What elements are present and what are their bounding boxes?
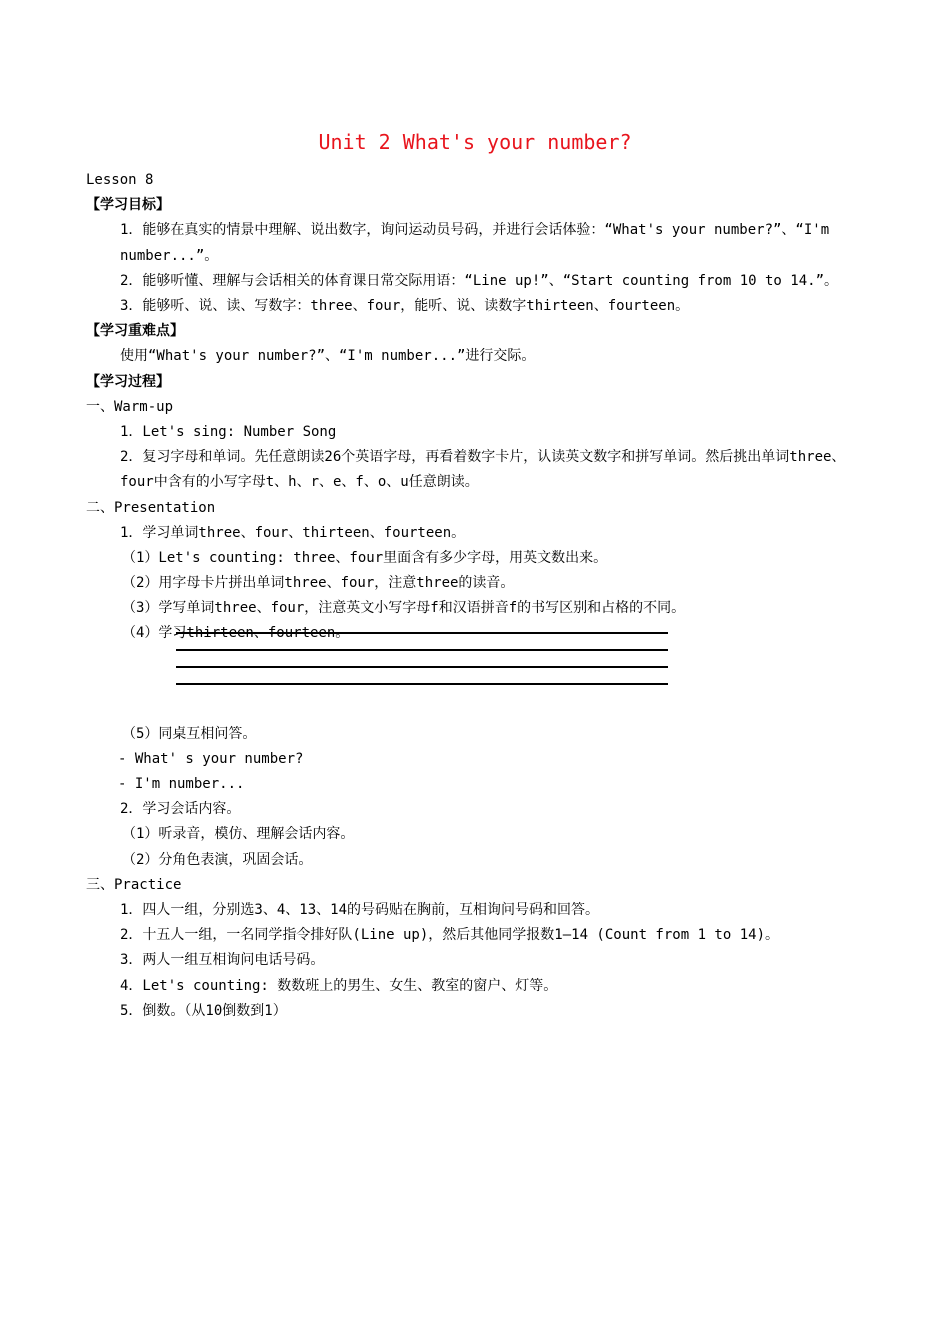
writing-line [176, 666, 668, 668]
list-item: 5．倒数。（从10倒数到1） [120, 1002, 287, 1019]
list-item: 2．学习会话内容。 [120, 801, 241, 818]
focus-text: 使用“What's your number?”、“I'm number...”进行交际。 [120, 348, 536, 365]
writing-line [176, 683, 668, 685]
section-presentation-heading: 二、Presentation [86, 499, 216, 516]
dialog-line: - I'm number... [118, 776, 245, 793]
goal-item: 1．能够在真实的情景中理解、说出数字，询问运动员号码，并进行会话体验：“What's your number?”、“I'm number...”。 [120, 222, 830, 264]
list-item: 1．四人一组，分别选3、4、13、14的号码贴在胸前，互相询问号码和回答。 [120, 901, 599, 918]
document-body [86, 168, 864, 1024]
goal-item: 2．能够听懂、理解与会话相关的体育课日常交际用语：“Line up!”、“Start counting from 10 to 14.”。 [120, 272, 839, 289]
list-item: 2．十五人一组，一名同学指令排好队(Line up)，然后其他同学报数1—14 (Count from 1 to 14)。 [120, 927, 780, 944]
sub-item: （5）同桌互相问答。 [122, 725, 257, 742]
focus-heading: 【学习重难点】 [86, 323, 184, 340]
writing-line [176, 649, 668, 651]
goals-heading: 【学习目标】 [86, 197, 170, 214]
list-item: 1．Let's sing: Number Song [120, 423, 337, 440]
section-warmup-heading: 一、Warm-up [86, 398, 174, 415]
dialog-line: - What' s your number? [118, 750, 304, 767]
goal-item: 3．能够听、说、读、写数字：three、four，能听、说、读数字thirteen、fourteen。 [120, 297, 690, 314]
list-item: 1．学习单词three、four、thirteen、fourteen。 [120, 524, 466, 541]
document-title: Unit 2 What's your number? [318, 130, 632, 154]
writing-lines-area [86, 647, 864, 722]
writing-lines [176, 632, 668, 700]
list-item: 4．Let's counting: 数数班上的男生、女生、教室的窗户、灯等。 [120, 977, 558, 994]
lesson-label: Lesson 8 [86, 172, 154, 188]
writing-line [176, 632, 668, 634]
section-practice-heading: 三、Practice [86, 876, 182, 893]
process-heading: 【学习过程】 [86, 373, 170, 390]
sub-item: （1）听录音，模仿、理解会话内容。 [122, 826, 355, 843]
sub-item: （2）用字母卡片拼出单词three、four，注意three的读音。 [122, 575, 515, 592]
sub-item: （2）分角色表演，巩固会话。 [122, 851, 313, 868]
sub-item: （4）学习thirteen、fourteen。 [122, 625, 350, 642]
sub-item: （1）Let's counting: three、four里面含有多少字母，用英文数出来。 [122, 549, 608, 566]
sub-item: （3）学写单词three、four，注意英文小写字母f和汉语拼音f的书写区别和占格的不同。 [122, 600, 686, 617]
list-item: 2．复习字母和单词。先任意朗读26个英语字母，再看着数字卡片，认读英文数字和拼写单词。然后挑出单词three、four中含有的小写字母t、h、r、e、f、o、u任意朗读。 [120, 449, 846, 491]
list-item: 3．两人一组互相询问电话号码。 [120, 952, 325, 969]
